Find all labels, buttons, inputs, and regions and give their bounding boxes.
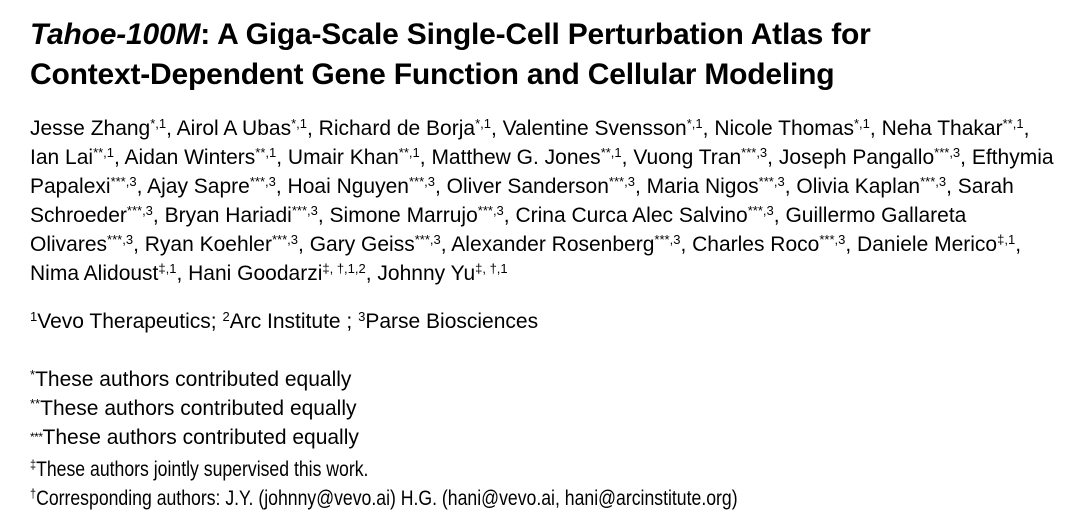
author-name: Valentine Svensson	[502, 117, 687, 140]
author-affiliation-marker: ***,3	[654, 232, 681, 247]
author	[796, 175, 946, 198]
footnote-list	[30, 365, 1057, 513]
author-name: Alexander Rosenberg	[451, 233, 655, 256]
author-affiliation-marker: ***,3	[819, 232, 846, 247]
author-affiliation-marker: ***,3	[934, 145, 961, 160]
affiliation-list	[30, 307, 1057, 336]
author-affiliation-marker: ***,3	[408, 174, 435, 189]
author	[188, 262, 366, 285]
paper-title-line1-rest: : A Giga-Scale Single-Cell Perturbation Atlas for	[200, 18, 871, 51]
author-name: Hoai Nguyen	[287, 175, 409, 198]
author-name: Umair Khan	[287, 146, 399, 169]
author	[288, 146, 420, 169]
author-affiliation-marker: **,1	[600, 145, 622, 160]
footnote-marker: ***	[30, 430, 43, 444]
author-name: Charles Roco	[692, 233, 820, 256]
author-affiliation-marker: *,1	[853, 116, 870, 131]
affiliation	[222, 310, 358, 333]
author-affiliation-marker: ***,3	[291, 203, 318, 218]
author-name: Vuong Tran	[633, 146, 742, 169]
author-affiliation-marker: *,1	[475, 116, 491, 131]
footnote	[30, 394, 1057, 423]
author	[377, 262, 507, 285]
author	[330, 204, 504, 227]
author-affiliation-marker: ‡, †,1,2	[322, 261, 366, 276]
author-name: Oliver Sanderson	[446, 175, 609, 198]
author-name: Maria Nigos	[646, 175, 759, 198]
author	[165, 204, 318, 227]
author-affiliation-marker: ‡, †,1	[475, 261, 508, 276]
author-affiliation-marker: ***,3	[477, 203, 504, 218]
author-affiliation-marker: ***,3	[249, 174, 276, 189]
author	[857, 233, 1015, 256]
author-affiliation-marker: ***,3	[414, 232, 441, 247]
author-name: Johnny Yu	[377, 262, 476, 285]
footnote	[30, 423, 1057, 455]
paper-title-name: Tahoe-100M	[30, 18, 201, 51]
author-name: Efthymia Papalexi	[30, 146, 1054, 198]
author-name: Gary Geiss	[309, 233, 415, 256]
footnote-text: Corresponding authors: J.Y. (johnny@vevo.ai) H.G. (hani@vevo.ai, hani@arcinstitute.org)	[36, 487, 738, 510]
footnote-condensed-text	[30, 484, 738, 513]
author-name: Crina Curca Alec Salvino	[515, 204, 748, 227]
footnote-text: These authors contributed equally	[42, 426, 359, 449]
footnote-condensed-text	[30, 455, 368, 484]
footnote-text: These authors jointly supervised this work.	[36, 458, 369, 481]
author	[125, 146, 277, 169]
author-name: Aidan Winters	[124, 146, 256, 169]
footnote	[30, 365, 1057, 394]
paper-title-line2: Context-Dependent Gene Function and Cellular Modeling	[30, 58, 835, 91]
author	[147, 175, 276, 198]
author-affiliation-marker: ***,3	[741, 145, 768, 160]
author	[30, 262, 176, 285]
author-name: Neha Thakar	[881, 117, 1003, 140]
author-affiliation-marker: *,1	[291, 116, 307, 131]
author-affiliation-marker: *,1	[150, 116, 167, 131]
author-name: Jesse Zhang	[30, 117, 151, 140]
footnote-text: These authors contributed equally	[35, 368, 352, 391]
author-affiliation-marker: **,1	[93, 145, 115, 160]
author-affiliation-marker: ***,3	[758, 174, 785, 189]
author-name: Richard de Borja	[318, 117, 476, 140]
author	[177, 117, 307, 140]
author-affiliation-marker: ***,3	[107, 232, 134, 247]
footnote	[30, 484, 1057, 513]
author	[633, 146, 767, 169]
author-name: Nicole Thomas	[714, 117, 854, 140]
author-affiliation-marker: ***,3	[920, 174, 947, 189]
footnote-marker: **	[30, 396, 41, 411]
author-name: Airol A Ubas	[176, 117, 292, 140]
author	[503, 117, 703, 140]
footnote-marker: *	[30, 367, 36, 382]
affiliation-text: Parse Biosciences	[365, 310, 539, 333]
author-affiliation-marker: ***,3	[271, 232, 299, 247]
author	[288, 175, 435, 198]
author-affiliation-marker: ‡,1	[158, 261, 177, 276]
author	[145, 233, 298, 256]
author-name: Bryan Hariadi	[164, 204, 292, 227]
author-name: Nima Alidoust	[30, 262, 159, 285]
affiliation-number: 1	[30, 309, 38, 324]
author-affiliation-marker: ***,3	[126, 203, 153, 218]
author-name: Olivia Kaplan	[796, 175, 921, 198]
author	[310, 233, 441, 256]
affiliation	[358, 310, 538, 333]
author-name: Matthew G. Jones	[431, 146, 601, 169]
author-affiliation-marker: ***,3	[110, 174, 137, 189]
author-affiliation-marker: ***,3	[608, 174, 635, 189]
author	[647, 175, 785, 198]
author-name: Hani Goodarzi	[188, 262, 323, 285]
author-affiliation-marker: **,1	[255, 145, 277, 160]
footnote-text: These authors contributed equally	[40, 397, 357, 420]
footnote-marker: †	[30, 486, 37, 501]
affiliation-text: Vevo Therapeutics;	[37, 310, 223, 333]
affiliation-number: 3	[358, 309, 366, 324]
author-list: Jesse Zhang$^{*,1}$, Airol A Ubas$^{*,1}$, Richard de Borja$^{*,1}$, Valentine Svensson$^{*,1}$, Nicole Thomas$^{*,1}$, Neha Thakar$^{**,1}$, Ian Lai$^{**,1}$, Aidan Winters$^{**,1}$, Umair Khan$^{**,1}$, Matthew G. Jones$^{**,1}$, Vuong Tran$^{***,3}$, Joseph Pangallo$^{***,3}$, Efthymia Papalexi$^{***,3}$, Ajay Sapre$^{***,3}$, Hoai Nguyen$^{***,3}$, Oliver Sanderson$^{***,3}$, Maria Nigos$^{***,3}$, Olivia Kaplan$^{***,3}$, Sarah Schroeder$^{***,3}$, Bryan Hariadi$^{***,3}$, Simone Marrujo$^{***,3}$, Crina Curca Alec Salvino$^{***,3}$, Guillermo Gallareta Olivares$^{***,3}$, Ryan Koehler$^{***,3}$, Gary Geiss$^{***,3}$, Alexander Rosenberg$^{***,3}$, Charles Roco$^{***,3}$, Daniele Merico$^{\ddagger,1}$, Nima Alidoust$^{\ddagger,1}$, Hani Goodarzi$^{\ddagger, \dagger,1,2}$, Johnny $Yu^{\ddagger, \dagger,1}$	[30, 116, 1054, 285]
author	[515, 204, 773, 227]
paper-title	[30, 15, 1057, 95]
author-name: Ian Lai	[30, 146, 94, 169]
author-affiliation-marker: ‡,1	[997, 232, 1016, 247]
author	[30, 117, 166, 140]
author-affiliation-marker: *,1	[686, 116, 703, 131]
author	[451, 233, 680, 256]
affiliation-text: Arc Institute ;	[229, 310, 359, 333]
author-affiliation-marker: ***,3	[747, 203, 774, 218]
author	[431, 146, 621, 169]
author	[447, 175, 635, 198]
author-name: Guillermo Gallareta Olivares	[30, 204, 967, 256]
author	[779, 146, 960, 169]
author-name: Sarah Schroeder	[30, 175, 1014, 227]
footnote-marker: ‡	[30, 457, 37, 472]
author	[30, 146, 114, 169]
author	[692, 233, 845, 256]
author	[882, 117, 1024, 140]
author-name: Simone Marrujo	[329, 204, 478, 227]
author-name: Ryan Koehler	[144, 233, 272, 256]
affiliation-number: 2	[222, 309, 230, 324]
affiliation	[30, 310, 222, 333]
author-affiliation-marker: **,1	[1002, 116, 1024, 131]
author	[319, 117, 491, 140]
footnote	[30, 455, 1057, 484]
author-name: Ajay Sapre	[147, 175, 250, 198]
author-name: Joseph Pangallo	[778, 146, 935, 169]
author	[714, 117, 870, 140]
author-affiliation-marker: **,1	[398, 145, 420, 160]
author-name: Daniele Merico	[857, 233, 998, 256]
